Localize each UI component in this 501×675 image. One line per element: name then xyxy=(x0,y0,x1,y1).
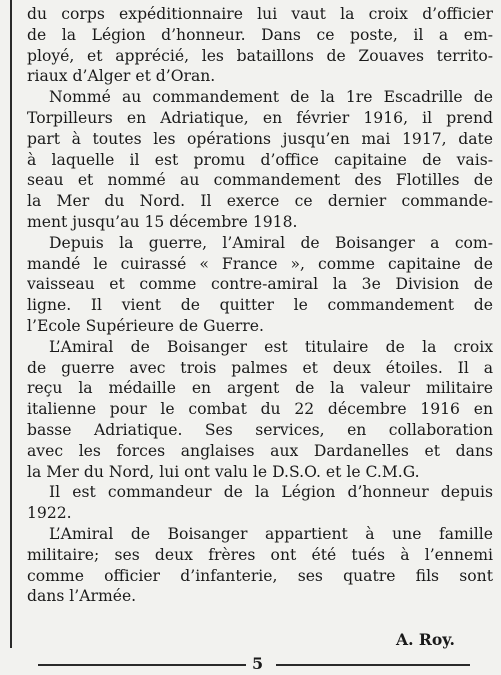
text-line: comme officier d’infanterie, ses quatre fils sont xyxy=(27,566,493,585)
paragraph xyxy=(27,524,493,607)
text-line: L’Amiral de Boisanger appartient à une famille xyxy=(49,524,493,543)
footer-rule-left xyxy=(38,664,246,666)
author-signature: A. Roy. xyxy=(395,630,455,649)
text-line: L’Amiral de Boisanger est titulaire de la croix xyxy=(49,337,493,356)
text-line: avec les forces anglaises aux Dardanelles et dans xyxy=(27,441,493,460)
text-line: Torpilleurs en Adriatique, en février 1916, il prend xyxy=(27,108,493,127)
text-line: italienne pour le combat du 22 décembre 1916 en xyxy=(27,400,493,419)
text-line: la Mer du Nord. Il exerce ce dernier commande- xyxy=(27,192,493,211)
text-line: la Mer du Nord, lui ont valu le D.S.O. et le C.M.G. xyxy=(27,462,420,481)
text-line: basse Adriatique. Ses services, en collaboration xyxy=(27,420,493,439)
text-line: ligne. Il vient de quitter le commandement de xyxy=(27,296,493,315)
paragraph xyxy=(27,337,493,483)
page-folio: 5 xyxy=(252,654,264,673)
paragraph xyxy=(27,482,493,524)
text-line: Nommé au commandement de la 1re Escadrille de xyxy=(49,88,493,107)
text-line: reçu la médaille en argent de la valeur militaire xyxy=(27,379,493,398)
text-line: 1922. xyxy=(27,504,72,523)
paragraph xyxy=(27,4,493,87)
text-line: seau et nommé au commandement des Flotilles de xyxy=(27,171,493,190)
paragraph xyxy=(27,87,493,233)
text-line: ployé, et apprécié, les bataillons de Zouaves territo- xyxy=(27,46,493,65)
text-line: dans l’Armée. xyxy=(27,587,137,606)
text-line: part à toutes les opérations jusqu’en mai 1917, date xyxy=(27,129,493,148)
text-line: vaisseau et comme contre-amiral la 3e Division de xyxy=(27,275,493,294)
text-line: de la Légion d’honneur. Dans ce poste, il a em- xyxy=(27,25,493,44)
text-line: mandé le cuirassé « France », comme capitaine de xyxy=(27,254,493,273)
text-line: du corps expéditionnaire lui vaut la croix d’officier xyxy=(27,5,493,23)
text-line: militaire; ses deux frères ont été tués à l’ennemi xyxy=(27,545,493,564)
paragraph xyxy=(27,233,493,337)
text-line: l’Ecole Supérieure de Guerre. xyxy=(27,316,264,335)
margin-rule xyxy=(10,0,12,648)
text-line: à laquelle il est promu d’office capitaine de vais- xyxy=(27,150,493,169)
text-line: Depuis la guerre, l’Amiral de Boisanger a com- xyxy=(49,233,493,252)
text-line: riaux d’Alger et d’Oran. xyxy=(27,67,216,86)
article-body xyxy=(27,4,493,607)
text-line: de guerre avec trois palmes et deux étoiles. Il a xyxy=(27,358,493,377)
text-line: Il est commandeur de la Légion d’honneur depuis xyxy=(49,483,493,502)
footer-rule-right xyxy=(276,664,470,666)
text-line: ment jusqu’au 15 décembre 1918. xyxy=(27,212,298,231)
